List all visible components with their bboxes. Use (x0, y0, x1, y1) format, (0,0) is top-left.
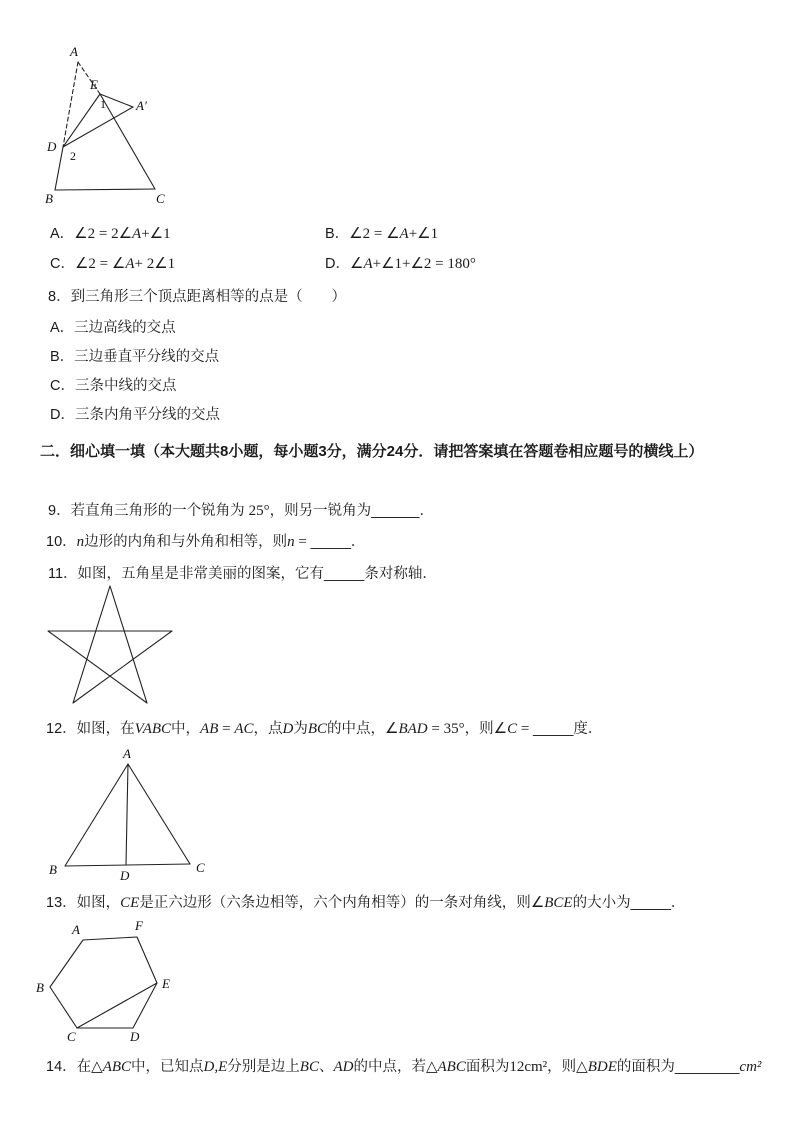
vertex-label-d: D (120, 868, 130, 883)
text-segment: 13．如图， (46, 895, 121, 911)
text-segment: △ (576, 1059, 588, 1075)
text-segment: ∠2 = 2∠ (74, 226, 133, 242)
text-segment: AB (200, 721, 219, 737)
edge-bc (65, 864, 190, 866)
text-segment: = (517, 721, 534, 737)
text-segment: ，点 (253, 721, 283, 737)
text-segment: C． (50, 256, 75, 272)
text-segment: + 2∠1 (134, 256, 176, 272)
text-segment: _____度． (533, 721, 603, 737)
vertex-label-c: C (67, 1029, 76, 1044)
text-segment: ，则 (547, 1059, 577, 1075)
text-segment: ∠ (493, 721, 508, 737)
angle-label-1: 1 (100, 97, 106, 111)
text-segment: 的中点， (327, 721, 386, 737)
text-segment: n (76, 534, 85, 550)
vertex-label-a-prime: A′ (136, 98, 147, 113)
edge-ab (65, 764, 128, 866)
text-segment: AD (333, 1059, 354, 1075)
text-segment: A (363, 256, 373, 272)
vertex-label-c: C (196, 860, 205, 875)
vertex-label-c: C (156, 191, 165, 206)
text-segment: = 35° (427, 721, 465, 737)
text-segment: D,E (203, 1059, 228, 1075)
text-segment: D (282, 721, 294, 737)
text-segment: BC (307, 721, 328, 737)
pentagram-outline (48, 586, 172, 703)
vertex-label-a: A (72, 922, 80, 937)
text-segment: 中，已知点 (131, 1059, 204, 1075)
text-segment: 的面积为________ (616, 1059, 740, 1075)
vertex-label-f: F (135, 918, 143, 933)
question-14 (46, 1057, 761, 1077)
edge-bc (55, 189, 155, 190)
vertex-label-b: B (49, 862, 57, 877)
q7-option-c (50, 254, 175, 274)
text-segment: ∠ (530, 895, 545, 911)
edge-ad-dashed (63, 62, 78, 147)
text-segment: BDE (587, 1059, 617, 1075)
text-segment: +∠1+∠2 = 180° (372, 256, 476, 272)
text-segment: D． (325, 256, 350, 272)
hexagon-outline (50, 937, 157, 1028)
edge-de-foldline (63, 94, 100, 147)
text-segment: _____． (310, 534, 366, 550)
text-segment: △ (425, 1059, 438, 1075)
vertex-label-e: E (162, 976, 170, 991)
text-segment: A (132, 226, 142, 242)
text-segment: 中， (171, 721, 201, 737)
text-segment: △ (91, 1059, 103, 1075)
vertex-label-a: A (123, 746, 131, 761)
text-segment: ABC (102, 1059, 132, 1075)
vertex-label-d: D (47, 139, 57, 154)
text-segment: 边形的内角和与外角和相等，则 (84, 534, 288, 550)
figure-isosceles-triangle (40, 746, 212, 884)
figure-fold-triangle (28, 42, 178, 214)
vertex-label-d: D (130, 1029, 140, 1044)
text-segment: BCE (544, 895, 573, 911)
q8-option-a: A．三边高线的交点 (50, 320, 176, 336)
q8-option-d: D．三条内角平分线的交点 (50, 407, 220, 423)
text-segment: CE (120, 895, 140, 911)
question-12 (46, 719, 602, 739)
text-segment: 是正六边形（六条边相等，六个内角相等）的一条对角线，则 (139, 895, 531, 911)
text-segment: ∠ (385, 721, 399, 737)
section-2-title: 二．细心填一填（本大题共8小题，每小题3分，满分24分．请把答案填在答题卷相应题号的横线上） (40, 443, 704, 460)
text-segment: VABC (134, 721, 172, 737)
text-segment: ，则另一锐角为______． (269, 503, 434, 519)
text-segment: ∠ (349, 256, 364, 272)
text-segment: 、 (318, 1059, 334, 1075)
q8-option-c: C．三条中线的交点 (50, 378, 177, 394)
edge-ac (128, 764, 190, 864)
text-segment: +∠1 (141, 226, 171, 242)
text-segment: A． (50, 226, 75, 242)
text-segment: = (218, 721, 235, 737)
text-segment: 10． (46, 534, 77, 550)
q7-option-b (325, 224, 438, 244)
text-segment: A (125, 256, 135, 272)
text-segment: +∠1 (408, 226, 439, 242)
text-segment: ABC (437, 1059, 466, 1075)
text-segment: 为 (293, 721, 308, 737)
text-segment: = (294, 534, 311, 550)
q8-stem: 8．到三角形三个顶点距离相等的点是（ ） (48, 289, 347, 305)
question-9 (48, 501, 434, 521)
text-segment: ∠2 = ∠ (74, 256, 126, 272)
text-segment: 分别是边上 (227, 1059, 300, 1075)
median-ad (126, 764, 128, 865)
question-11 (48, 564, 437, 584)
figure-pentagram-star (45, 583, 185, 713)
q7-option-a (50, 224, 171, 244)
text-segment: ∠2 = ∠ (349, 226, 400, 242)
question-10 (46, 532, 365, 552)
q7-option-d (325, 254, 476, 274)
vertex-label-e: E (90, 77, 98, 92)
text-segment: ，则 (464, 721, 494, 737)
text-segment: 9．若直角三角形的一个锐角为 (48, 503, 249, 519)
q8-option-b: B．三边垂直平分线的交点 (50, 349, 220, 365)
text-segment: BAD (398, 721, 428, 737)
text-segment: AC (234, 721, 254, 737)
question-13 (46, 893, 685, 913)
text-segment: BC (299, 1059, 319, 1075)
text-segment: 25° (248, 503, 270, 519)
text-segment: cm² (739, 1059, 762, 1075)
text-segment: A (399, 226, 409, 242)
text-segment: 14．在 (46, 1059, 92, 1075)
figure-hexagon (33, 918, 183, 1046)
text-segment: 12．如图，在 (46, 721, 135, 737)
text-segment: n (287, 534, 295, 550)
edge-d-aprime (63, 107, 133, 147)
text-segment: 11．如图，五角星是非常美丽的图案，它有_____条对称轴． (48, 566, 437, 582)
text-segment: 的中点，若 (353, 1059, 426, 1075)
angle-label-2: 2 (70, 149, 76, 163)
vertex-label-b: B (36, 980, 44, 995)
text-segment: B． (325, 226, 350, 242)
vertex-label-b: B (45, 191, 53, 206)
text-segment: 的大小为_____． (572, 895, 686, 911)
text-segment: 12cm² (509, 1059, 548, 1075)
text-segment: C (507, 721, 518, 737)
vertex-label-a: A (70, 44, 78, 59)
text-segment: 面积为 (465, 1059, 510, 1075)
